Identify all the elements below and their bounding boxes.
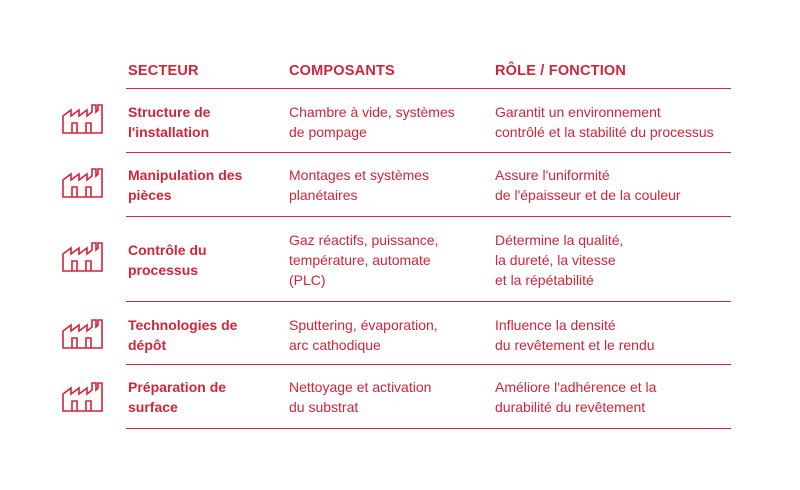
factory-icon [62, 242, 106, 272]
components-cell: Gaz réactifs, puissance, température, automate (PLC) [289, 232, 439, 288]
components-cell: Chambre à vide, systèmes de pompage [289, 104, 455, 140]
table-header [128, 63, 732, 83]
factory-icon [62, 382, 106, 412]
role-cell: Améliore l'adhérence et la durabilité du revêtement [495, 379, 657, 415]
sector-label: Préparation de surface [128, 379, 227, 415]
role-cell: Assure l'uniformité de l'épaisseur et de la couleur [495, 167, 681, 203]
factory-icon [62, 319, 106, 349]
components-cell: Montages et systèmes planétaires [289, 167, 430, 203]
components-cell: Nettoyage et activation du substrat [289, 379, 432, 415]
sector-label: Contrôle du processus [128, 242, 207, 278]
header-components: COMPOSANTS [289, 63, 395, 79]
role-cell: Détermine la qualité, la dureté, la vitesse et la répétabilité [495, 232, 624, 288]
divider [126, 216, 731, 217]
header-sector: SECTEUR [128, 63, 199, 79]
factory-icon [62, 104, 106, 134]
divider [126, 88, 731, 89]
role-cell: Influence la densité du revêtement et le rendu [495, 317, 655, 353]
sector-label: Technologies de dépôt [128, 317, 238, 353]
sector-label: Manipulation des pièces [128, 167, 243, 203]
components-cell: Sputtering, évaporation, arc cathodique [289, 317, 438, 353]
header-role: RÔLE / FONCTION [495, 63, 627, 79]
divider [126, 152, 731, 153]
factory-icon [62, 168, 106, 198]
role-cell: Garantit un environnement contrôlé et la stabilité du processus [495, 104, 714, 140]
divider [126, 301, 731, 302]
sector-label: Structure de l'installation [128, 104, 211, 140]
divider [126, 428, 731, 429]
divider [126, 364, 731, 365]
